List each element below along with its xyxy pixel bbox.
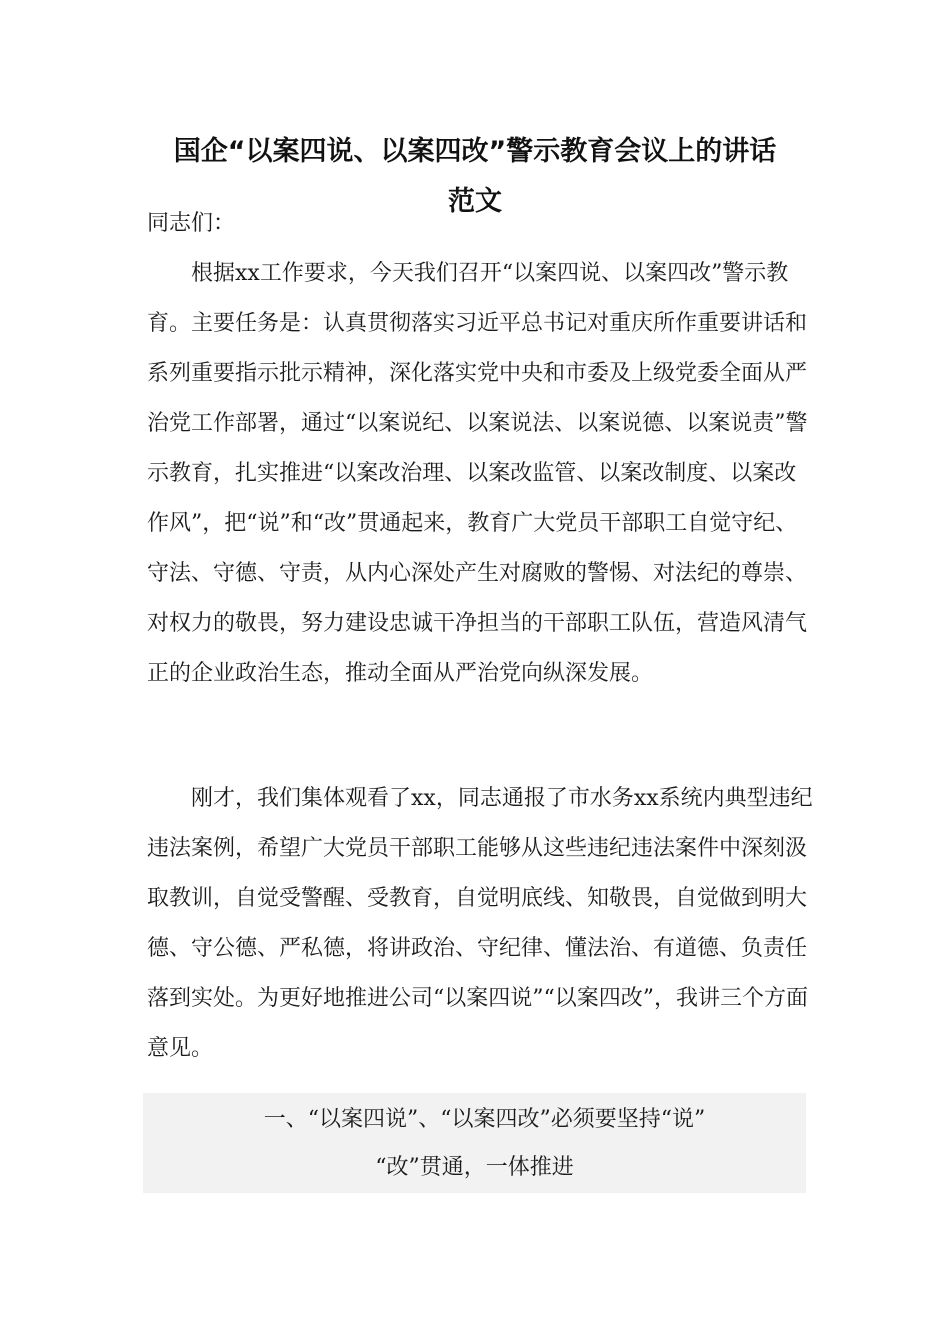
paragraph-1: 根据xx工作要求，今天我们召开“以案四说、以案四改”警示教育。主要任务是：认真贯彻落实习近平总书记对重庆所作重要讲话和系列重要指示批示精神，深化落实党中央和市委及上级党委全面从严治党工作部署，通过“以案说纪、以案说法、以案说德、以案说责”警示教育，扎实推进“以案改治理、以案改监管、以案改制度、以案改作风”，把“说”和“改”贯通起来，教育广大党员干部职工自觉守纪、守法、守德、守责，从内心深处产生对腐败的警惕、对法纪的尊崇、对权力的敬畏，努力建设忠诚干净担当的干部职工队伍，营造风清气正的企业政治生态，推动全面从严治党向纵深发展。 <box>147 261 808 686</box>
salutation: 同志们： <box>147 211 236 236</box>
section-heading-box <box>143 1093 806 1193</box>
section-heading-line-2: “改”贯通，一体推进 <box>375 1155 574 1180</box>
document-title-line-2: 范文 <box>448 186 502 217</box>
document-title-line-1: 国企“以案四说、以案四改”警示教育会议上的讲话 <box>173 136 777 167</box>
paragraph-2: 刚才，我们集体观看了xx，同志通报了市水务xx系统内典型违纪违法案例，希望广大党员干部职工能够从这些违纪违法案件中深刻汲取教训，自觉受警醒、受教育，自觉明底线、知敬畏，自觉做到明大德、守公德、严私德，将讲政治、守纪律、懂法治、有道德、负责任落到实处。为更好地推进公司“以案四说”“以案四改”，我讲三个方面意见。 <box>147 786 813 1061</box>
section-heading-line-1: 一、“以案四说”、“以案四改”必须要坚持“说” <box>263 1107 706 1132</box>
